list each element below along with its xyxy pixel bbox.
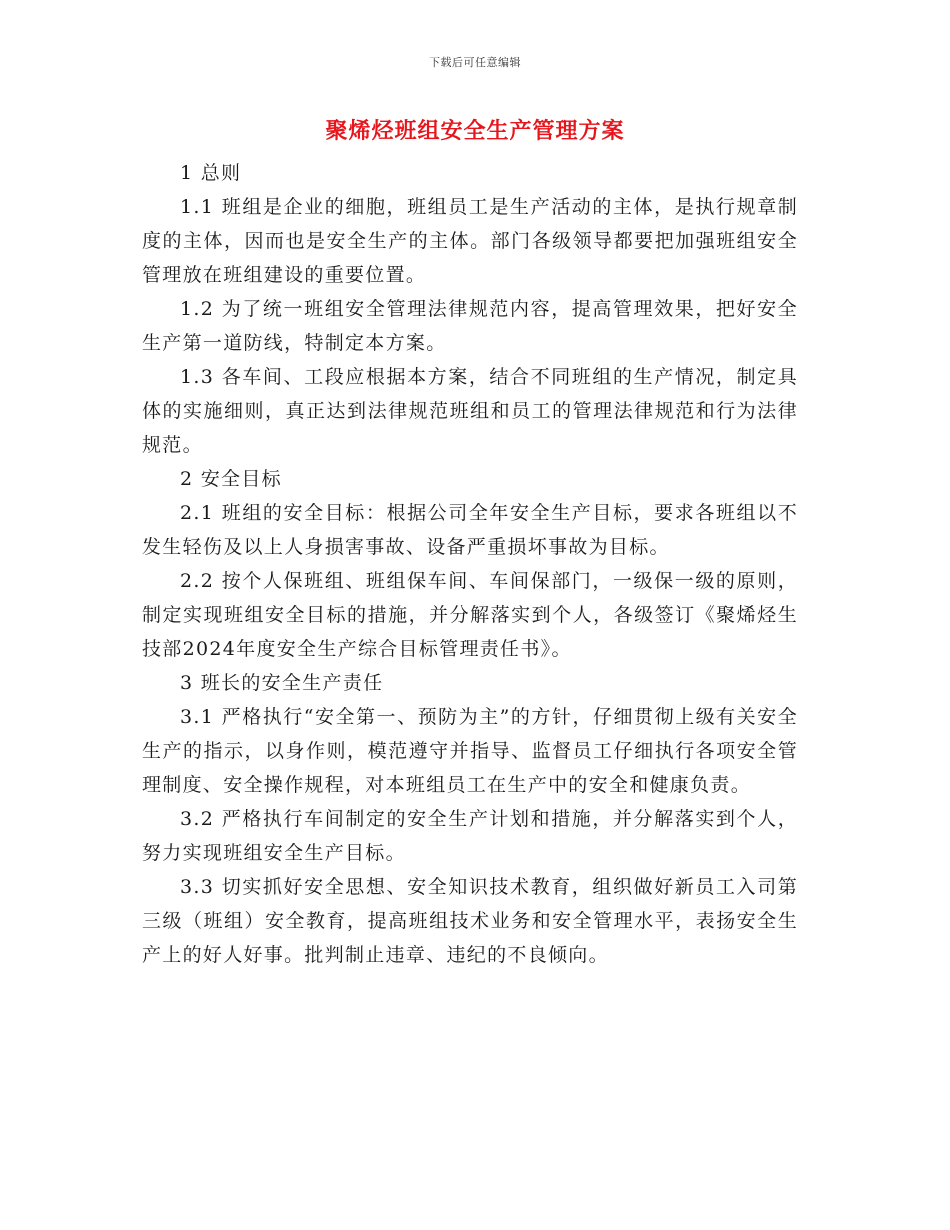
section-heading: 2 安全目标 <box>180 468 282 490</box>
paragraph: 1.3 各车间、工段应根据本方案，结合不同班组的生产情况，制定具体的实施细则，真正达到法律规范班组和员工的管理法律规范和行为法律规范。 <box>142 366 798 456</box>
paragraph: 3.1 严格执行“安全第一、预防为主”的方针，仔细贯彻上级有关安全生产的指示，以身作则，模范遵守并指导、监督员工仔细执行各项安全管理制度、安全操作规程，对本班组员工在生产中的安全和健康负责。 <box>142 706 798 796</box>
paragraph: 2.1 班组的安全目标：根据公司全年安全生产目标，要求各班组以不发生轻伤及以上人身损害事故、设备严重损坏事故为目标。 <box>142 502 798 558</box>
document-body <box>142 156 798 972</box>
paragraph: 3.2 严格执行车间制定的安全生产计划和措施，并分解落实到个人，努力实现班组安全生产目标。 <box>142 808 798 864</box>
paragraph: 2.2 按个人保班组、班组保车间、车间保部门，一级保一级的原则，制定实现班组安全目标的措施，并分解落实到个人，各级签订《聚烯烃生技部2024年度安全生产综合目标管理责任书》。 <box>142 570 798 660</box>
page-header-note: 下载后可任意编辑 <box>429 56 521 69</box>
section-heading: 3 班长的安全生产责任 <box>180 672 384 694</box>
paragraph: 1.1 班组是企业的细胞，班组员工是生产活动的主体，是执行规章制度的主体，因而也是安全生产的主体。部门各级领导都要把加强班组安全管理放在班组建设的重要位置。 <box>142 196 798 286</box>
paragraph: 3.3 切实抓好安全思想、安全知识技术教育，组织做好新员工入司第三级（班组）安全教育，提高班组技术业务和安全管理水平，表扬安全生产上的好人好事。批判制止违章、违纪的不良倾向。 <box>142 876 798 966</box>
document-title: 聚烯烃班组安全生产管理方案 <box>325 118 625 144</box>
section-heading: 1 总则 <box>180 162 242 184</box>
paragraph: 1.2 为了统一班组安全管理法律规范内容，提高管理效果，把好安全生产第一道防线，特制定本方案。 <box>142 298 798 354</box>
